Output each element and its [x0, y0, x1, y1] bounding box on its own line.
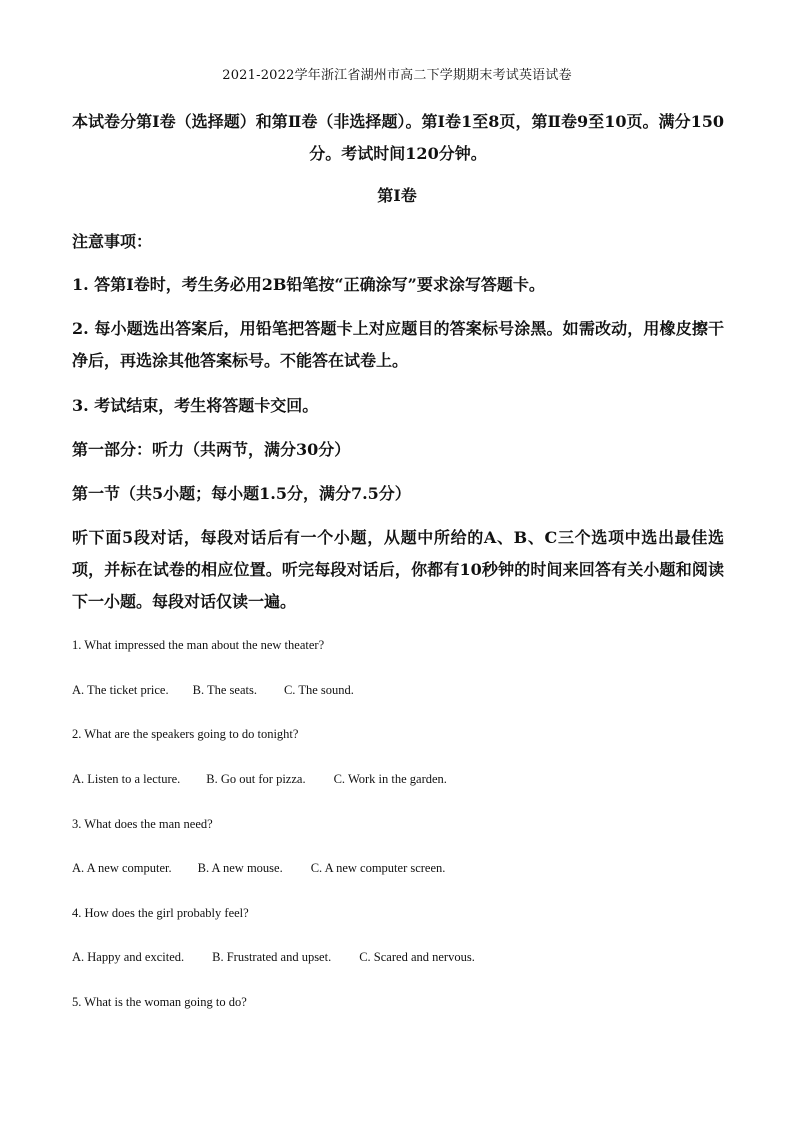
question-4-options — [72, 950, 732, 965]
notice-title: 注意事项： — [72, 232, 153, 251]
option-c: C. The sound. — [283, 683, 354, 697]
exam-intro: 本试卷分第Ⅰ卷（选择题）和第Ⅱ卷（非选择题）。第Ⅰ卷1至8页，第Ⅱ卷9至10页。满分150分。考试时间120分钟。 — [72, 112, 724, 163]
option-a: A. Happy and excited. — [72, 950, 185, 964]
question-2: 2. What are the speakers going to do tonight? — [72, 727, 299, 741]
question-1: 1. What impressed the man about the new theater? — [72, 638, 325, 652]
option-a: A. The ticket price. — [72, 683, 169, 697]
listening-instruction: 听下面5段对话，每段对话后有一个小题，从题中所给的A、B、C三个选项中选出最佳选项，并标在试卷的相应位置。听完每段对话后，你都有10秒钟的时间来回答有关小题和阅读下一小题。每段对话仅读一遍。 — [72, 528, 724, 611]
option-b: B. Frustrated and upset. — [212, 950, 332, 964]
question-3-options — [72, 861, 732, 876]
question-2-options — [72, 772, 732, 787]
note-2: 2. 每小题选出答案后，用铅笔把答题卡上对应题目的答案标号涂黑。如需改动，用橡皮擦干净后，再选涂其他答案标号。不能答在试卷上。 — [72, 319, 724, 370]
option-b: B. A new mouse. — [197, 861, 283, 875]
option-a: A. A new computer. — [72, 861, 172, 875]
option-c: C. Work in the garden. — [333, 772, 447, 786]
part-heading: 第一部分：听力（共两节，满分30分） — [72, 440, 351, 459]
section-one-heading: 第一节（共5小题；每小题1.5分，满分7.5分） — [72, 484, 411, 503]
document-title: 2021-2022学年浙江省湖州市高二下学期期末考试英语试卷 — [222, 68, 572, 83]
option-c: C. Scared and nervous. — [359, 950, 475, 964]
note-3: 3. 考试结束，考生将答题卡交回。 — [72, 396, 319, 415]
question-1-options — [72, 683, 732, 698]
option-a: A. Listen to a lecture. — [72, 772, 181, 786]
option-b: B. The seats. — [192, 683, 257, 697]
question-4: 4. How does the girl probably feel? — [72, 906, 249, 920]
option-b: B. Go out for pizza. — [206, 772, 306, 786]
question-5: 5. What is the woman going to do? — [72, 995, 247, 1009]
option-c: C. A new computer screen. — [310, 861, 446, 875]
note-1: 1. 答第Ⅰ卷时，考生务必用2B铅笔按“正确涂写”要求涂写答题卡。 — [72, 275, 545, 294]
question-3: 3. What does the man need? — [72, 817, 213, 831]
section-heading: 第Ⅰ卷 — [377, 186, 417, 205]
